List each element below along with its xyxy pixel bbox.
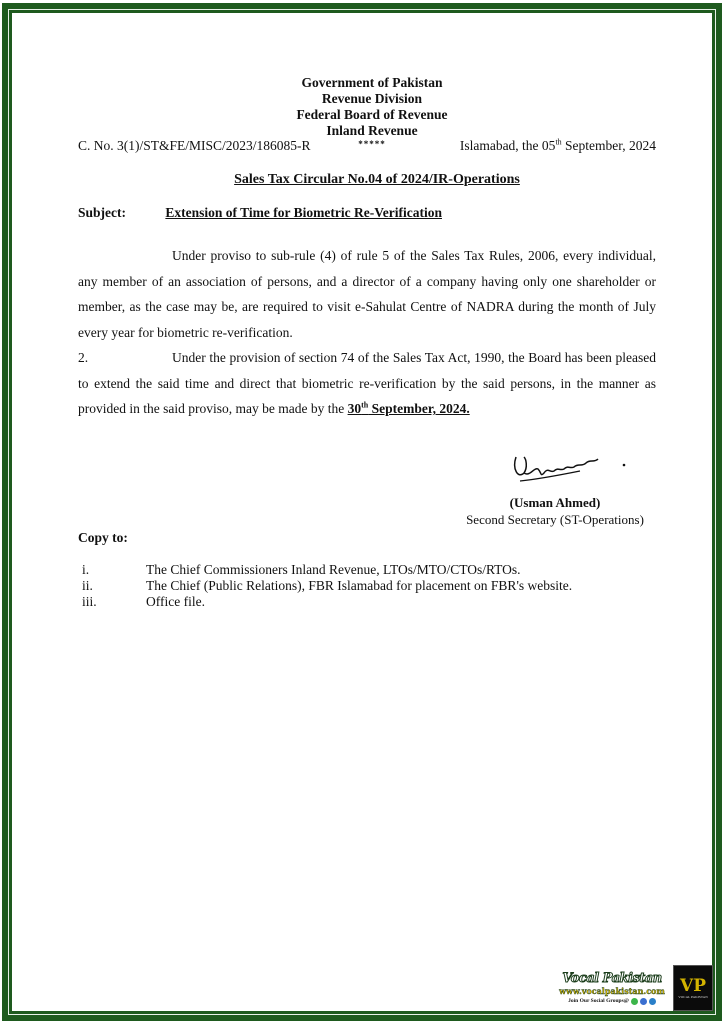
copy-to-label: Copy to:	[78, 530, 128, 545]
paragraph-1	[78, 243, 656, 345]
place-date-prefix: Islamabad, the 05	[459, 138, 556, 153]
paragraph-1-text: Under proviso to sub-rule (4) of rule 5 of the Sales Tax Rules, 2006, every individual, any member of an association of persons, and a director of a company having only one shareholder or member, as the case may be, are required to visit e-Sahulat Centre of NADRA during the month of July every year for biometric re-verification.	[78, 248, 656, 340]
signatory-block	[440, 494, 670, 528]
copy-to-item	[78, 562, 572, 578]
deadline-day: 30	[347, 401, 362, 416]
vocal-pakistan-watermark	[551, 965, 713, 1011]
watermark-social-text: Join Our Social Groups@	[568, 998, 629, 1004]
signatory-designation: Second Secretary (ST-Operations)	[466, 512, 644, 527]
place-date	[460, 138, 656, 154]
circular-title: Sales Tax Circular No.04 of 2024/IR-Operations	[234, 172, 520, 187]
copy-to-list	[78, 562, 572, 610]
copy-to-item-number: iii.	[82, 594, 97, 609]
subject-label: Subject:	[78, 205, 126, 220]
logo-letters: VP	[680, 976, 706, 996]
signature-image	[510, 447, 630, 487]
signatory-name: (Usman Ahmed)	[509, 495, 601, 510]
paragraph-2	[78, 345, 656, 422]
watermark-brand: Vocal Pakistan	[562, 971, 662, 986]
paragraph-2-number: 2.	[78, 350, 89, 365]
reference-number: C. No. 3(1)/ST&FE/MISC/2023/186085-R	[78, 138, 311, 153]
body-text	[78, 243, 656, 422]
copy-to-item-number: i.	[82, 562, 90, 577]
linkedin-icon[interactable]	[649, 998, 656, 1005]
copy-to-item-text: Office file.	[146, 594, 205, 609]
copy-to-item	[78, 578, 572, 594]
copy-to-item-number: ii.	[82, 578, 93, 593]
facebook-icon[interactable]	[640, 998, 647, 1005]
deadline-month-year: September, 2024.	[368, 401, 470, 416]
logo-subtext: VOCAL PAKISTAN	[678, 995, 708, 999]
copy-to-item-text: The Chief Commissioners Inland Revenue, LTOs/MTO/CTOs/RTOs.	[146, 562, 521, 577]
subject-text: Extension of Time for Biometric Re-Verification	[165, 205, 442, 220]
watermark-text-block	[551, 965, 673, 1011]
subject-line	[78, 205, 442, 221]
copy-to-item-text: The Chief (Public Relations), FBR Islamabad for placement on FBR's website.	[146, 578, 573, 593]
letterhead-line-division: Revenue Division	[321, 91, 423, 106]
watermark-social-row	[568, 997, 656, 1005]
watermark-url[interactable]: www.vocalpakistan.com	[559, 986, 665, 996]
paragraph-2-text: Under the provision of section 74 of the Sales Tax Act, 1990, the Board has been pleased to extend the said time and direct that biometric re-verification by the said persons, in the manner as provided in the said proviso, may be made by the	[78, 350, 656, 416]
letterhead-ornament: *****	[358, 139, 386, 149]
deadline-superscript: th	[361, 400, 369, 410]
copy-to-item	[78, 594, 572, 610]
deadline-date	[348, 401, 470, 416]
letterhead-line-government: Government of Pakistan	[301, 75, 443, 90]
whatsapp-icon[interactable]	[631, 998, 638, 1005]
place-date-suffix: September, 2024	[561, 138, 656, 153]
date-superscript: th	[555, 137, 562, 147]
letterhead-line-fbr: Federal Board of Revenue	[296, 107, 448, 122]
letterhead-line-inland-revenue: Inland Revenue	[326, 123, 418, 138]
vocal-pakistan-logo	[673, 965, 713, 1011]
